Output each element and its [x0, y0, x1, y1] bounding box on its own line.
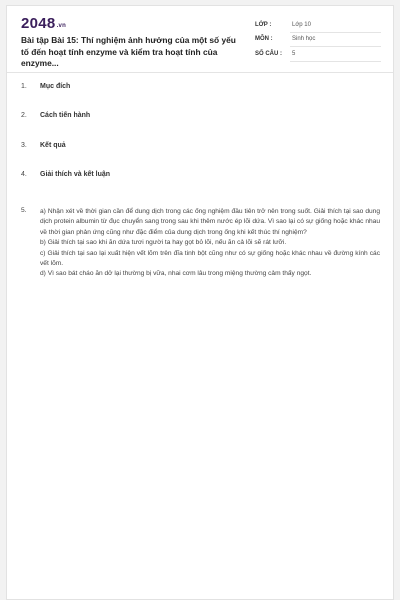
question-number: 3.: [21, 142, 27, 149]
meta-value: Sinh học: [292, 36, 316, 42]
meta-underline: [290, 61, 381, 62]
logo-text: 2048: [21, 15, 56, 32]
question-heading: Mục đích: [40, 83, 71, 90]
question-part-b: b) Giải thích tại sao khi ăn dứa tươi người ta hay gọt bỏ lõi, nếu ăn cả lõi sẽ rát lưỡi.: [40, 239, 287, 247]
question-body: [40, 207, 380, 280]
page-title: Bài tập Bài 15: Thí nghiệm ảnh hưởng của một số yếu tố đến hoạt tính enzyme và kiểm tra hoạt tính của enzyme...: [21, 35, 236, 68]
meta-underline: [290, 46, 381, 47]
meta-value: 5: [292, 51, 296, 57]
question-part-a: a) Nhận xét về thời gian cần để dung dịch trong các ống nghiệm đầu tiên trở nên trong suốt. Giải thích tại sao dung dịch protein albumin từ đục chuyển sang trong sau khi thêm nước ép lõi dứa. Vì sao lại có sự giống hoặc khác nhau về thời gian phản ứng cũng như đặc điểm của dung dịch trong ống khi kết thúc thí nghiệm?: [40, 208, 380, 236]
meta-value: Lớp 10: [292, 22, 311, 28]
meta-underline: [290, 32, 381, 33]
meta-label: MÔN :: [255, 36, 273, 42]
meta-label: LỚP :: [255, 22, 272, 28]
question-heading: Giải thích và kết luận: [40, 171, 111, 178]
question-part-c: c) Giải thích tại sao lại xuất hiện vết lõm trên đĩa tinh bột cũng như có sự giống hoặc khác nhau về đường kính các vết lõm.: [40, 249, 380, 268]
question-number: 2.: [21, 112, 27, 119]
question-heading: Kết quả: [40, 142, 66, 149]
worksheet-header: [7, 6, 393, 73]
question-heading: Cách tiến hành: [40, 112, 91, 119]
question-part-d: d) Vì sao bát cháo ăn dở lại thường bị vữa, nhai cơm lâu trong miệng thường cảm thấy ngọt.: [40, 270, 312, 278]
site-logo[interactable]: [21, 15, 66, 32]
logo-tld: .vn: [56, 23, 67, 29]
question-number: 5.: [21, 207, 27, 214]
worksheet-page: [6, 5, 394, 600]
question-number: 1.: [21, 83, 27, 90]
meta-label: SỐ CÂU :: [255, 51, 282, 57]
question-number: 4.: [21, 171, 27, 178]
